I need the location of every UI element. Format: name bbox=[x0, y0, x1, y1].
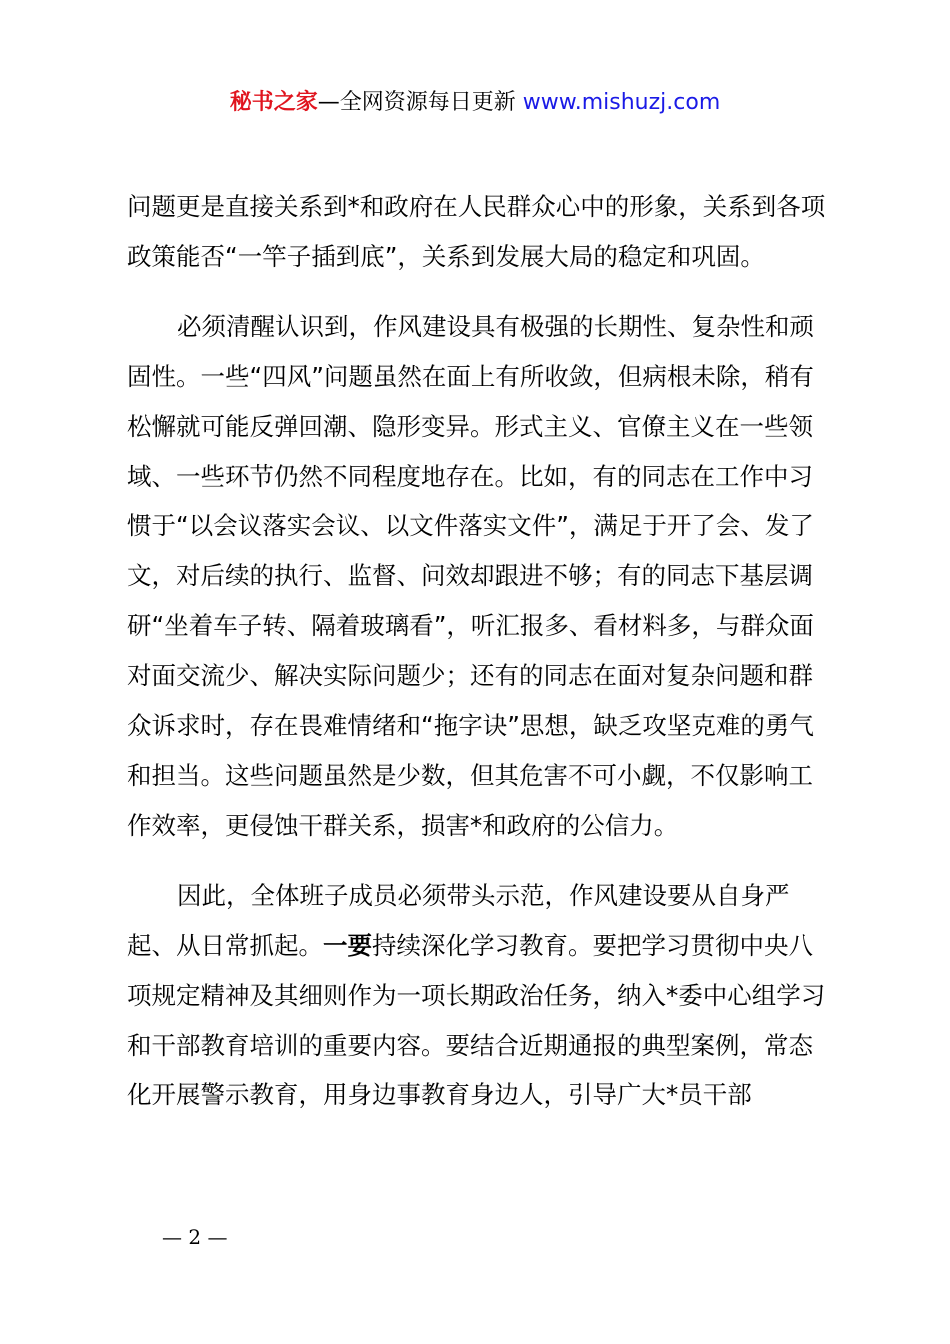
paragraph-1: 问题更是直接关系到*和政府在人民群众心中的形象，关系到各项政策能否“一竿子插到底”，关系到发展大局的稳定和巩固。 bbox=[127, 192, 826, 271]
banner-tagline: —全网资源每日更新 bbox=[317, 90, 523, 115]
document-body bbox=[127, 182, 835, 1120]
paragraph-2: 必须清醒认识到，作风建设具有极强的长期性、复杂性和顽固性。一些“四风”问题虽然在面上有所收敛，但病根未除，稍有松懈就可能反弹回潮、隐形变异。形式主义、官僚主义在一些领域、一些环节仍然不同程度地存在。比如，有的同志在工作中习惯于“以会议落实会议、以文件落实文件”，满足于开了会、发了文，对后续的执行、监督、问效却跟进不够；有的同志下基层调研“坐着车子转、隔着玻璃看”，听汇报多、看材料多，与群众面对面交流少、解决实际问题少；还有的同志在面对复杂问题和群众诉求时，存在畏难情绪和“拖字诀”思想，缺乏攻坚克难的勇气和担当。这些问题虽然是少数，但其危害不可小觑，不仅影响工作效率，更侵蚀干群关系，损害*和政府的公信力。 bbox=[127, 311, 814, 840]
paragraph-3-bold-lead: 一要 bbox=[323, 930, 372, 960]
page-number: — 2 — bbox=[162, 1225, 228, 1249]
banner-url-link[interactable]: www.mishuzj.com bbox=[522, 90, 721, 115]
paragraph-3 bbox=[127, 871, 835, 1121]
paragraph-3-rest: 持续深化学习教育。要把学习贯彻中央八项规定精神及其细则作为一项长期政治任务，纳入*委中心组学习和干部教育培训的重要内容。要结合近期通报的典型案例，常态化开展警示教育，用身边事教育身边人，引导广大*员干部 bbox=[127, 930, 826, 1110]
paragraph-3-intro: 因此，全体班子成员必须带头示范，作风建设要从自身严起、从日常抓起。 bbox=[127, 880, 790, 960]
site-banner bbox=[0, 86, 950, 120]
banner-brand: 秘书之家 bbox=[229, 90, 318, 115]
